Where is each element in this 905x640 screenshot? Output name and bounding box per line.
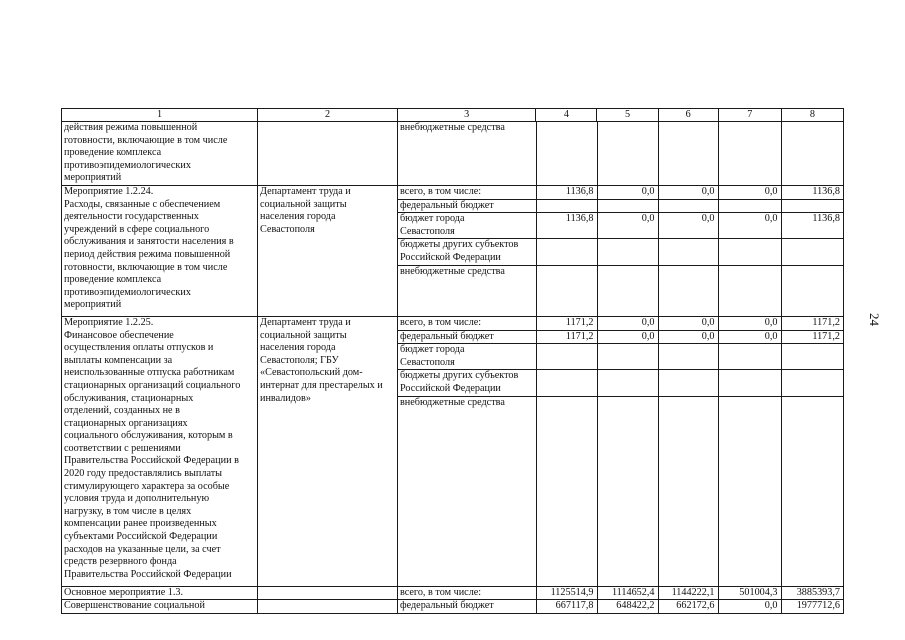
funding-source-text: бюджет города bbox=[400, 344, 465, 356]
amount-cell bbox=[536, 396, 597, 586]
activity-text-line: осуществления оплаты отпусков и bbox=[64, 342, 214, 354]
amount-cell: 0,0 bbox=[718, 317, 781, 330]
budget-table bbox=[61, 108, 844, 614]
amount-cell bbox=[781, 370, 843, 396]
funding-source-cell bbox=[398, 199, 536, 213]
funding-source-text: внебюджетные средства bbox=[400, 396, 505, 408]
amount-cell bbox=[781, 122, 843, 185]
funding-subtable-cell bbox=[398, 586, 844, 600]
amount-cell bbox=[658, 396, 718, 586]
activity-text-line: условия труда и дополнительную bbox=[64, 493, 210, 505]
funding-row bbox=[398, 600, 843, 613]
executor-cell bbox=[258, 600, 398, 614]
funding-source-text: Севастополя bbox=[400, 356, 455, 368]
activity-text-line: выплаты компенсации за bbox=[64, 354, 173, 366]
activity-text-line: отделений, созданных не в bbox=[64, 405, 180, 417]
funding-source-cell bbox=[398, 265, 536, 316]
table-body bbox=[62, 109, 844, 614]
amount-cell bbox=[536, 199, 597, 213]
header-cell: 4 bbox=[536, 109, 597, 122]
header-cell: 5 bbox=[597, 109, 658, 122]
amount-cell bbox=[536, 344, 597, 370]
activity-text-line: стимулирующего характера за особые bbox=[64, 480, 230, 492]
amount-cell: 0,0 bbox=[718, 186, 781, 199]
executor-text-line: населения города bbox=[260, 211, 336, 223]
amount-cell bbox=[658, 122, 718, 185]
funding-subtable bbox=[398, 186, 843, 316]
executor-text-line: «Севастопольский дом- bbox=[260, 367, 363, 379]
amount-cell bbox=[597, 239, 658, 265]
executor-text-line: населения города bbox=[260, 342, 336, 354]
amount-cell bbox=[781, 239, 843, 265]
executor-cell bbox=[258, 122, 398, 186]
amount-cell bbox=[597, 265, 658, 316]
activity-text-line: учреждений в сфере социального bbox=[64, 223, 210, 235]
funding-subtable bbox=[398, 587, 843, 600]
amount-cell: 0,0 bbox=[597, 330, 658, 344]
amount-cell: 1114652,4 bbox=[597, 587, 658, 600]
amount-cell: 1977712,6 bbox=[796, 600, 840, 612]
amount-cell bbox=[658, 199, 718, 213]
activity-text-line: готовности, включающие в том числе bbox=[64, 134, 228, 146]
amount-cell bbox=[597, 344, 658, 370]
amount-cell bbox=[718, 199, 781, 213]
activity-text-line: мероприятий bbox=[64, 172, 122, 184]
amount-cell bbox=[781, 396, 843, 586]
amount-cell bbox=[536, 122, 597, 185]
executor-cell bbox=[258, 316, 398, 586]
amount-cell: 1171,2 bbox=[536, 330, 597, 344]
funding-source-text: внебюджетные средства bbox=[400, 265, 505, 277]
activity-text-line: обслуживания, стационарных bbox=[64, 392, 194, 404]
header-cell: 6 bbox=[658, 109, 718, 122]
funding-source-text: Российской Федерации bbox=[400, 251, 501, 263]
funding-subtable bbox=[398, 600, 843, 613]
funding-source-cell bbox=[398, 587, 536, 600]
activity-text-line: обслуживания и занятости населения в bbox=[64, 236, 234, 248]
activity-text-line: проведение комплекса bbox=[64, 147, 162, 159]
amount-cell: 0,0 bbox=[718, 213, 781, 239]
executor-cell bbox=[258, 586, 398, 600]
executor-text-line: Севастополя bbox=[260, 223, 315, 235]
amount-cell: 0,0 bbox=[597, 186, 658, 199]
activity-text-line: период действия режима повышенной bbox=[64, 248, 231, 260]
activity-text-line: расходов на указанные цели, за счет bbox=[64, 543, 221, 555]
activity-text-line: Мероприятие 1.2.25. bbox=[64, 316, 154, 328]
table-row bbox=[62, 122, 844, 186]
page-number: 24 bbox=[867, 313, 882, 326]
amount-cell: 1171,2 bbox=[536, 317, 597, 330]
amount-cell: 501004,3 bbox=[718, 587, 781, 600]
activity-text-line: Мероприятие 1.2.24. bbox=[64, 186, 154, 197]
funding-source-cell bbox=[398, 370, 536, 396]
table-row bbox=[62, 586, 844, 600]
funding-subtable bbox=[398, 317, 843, 586]
amount-cell bbox=[597, 396, 658, 586]
amount-cell: 662172,6 bbox=[658, 600, 718, 613]
funding-row bbox=[398, 396, 843, 586]
amount-cell: 667117,8 bbox=[536, 600, 597, 613]
header-cell: 8 bbox=[781, 109, 843, 122]
funding-source-cell bbox=[398, 122, 536, 185]
funding-row bbox=[398, 186, 843, 199]
activity-cell bbox=[62, 316, 258, 586]
funding-source-cell bbox=[398, 186, 536, 199]
table-row bbox=[62, 316, 844, 586]
amount-cell bbox=[597, 370, 658, 396]
amount-cell bbox=[597, 199, 658, 213]
activity-cell bbox=[62, 186, 258, 317]
funding-subtable-cell bbox=[398, 186, 844, 317]
amount-cell bbox=[718, 239, 781, 265]
amount-cell: 0,0 bbox=[597, 317, 658, 330]
amount-cell: 0,0 bbox=[658, 330, 718, 344]
activity-text-line: социального обслуживания, которым в bbox=[64, 430, 233, 442]
funding-source-text: федеральный бюджет bbox=[400, 199, 494, 211]
funding-source-text: бюджеты других субъектов bbox=[400, 370, 519, 382]
header-cell: 2 bbox=[258, 109, 398, 122]
amount-cell: 1144222,1 bbox=[658, 587, 718, 600]
activity-text-line: Правительства Российской Федерации в bbox=[64, 455, 239, 467]
table-row bbox=[62, 186, 844, 317]
executor-text-line: Департамент труда и bbox=[260, 186, 351, 197]
activity-text-line: готовности, включающие в том числе bbox=[64, 261, 228, 273]
amount-cell: 0,0 bbox=[718, 600, 781, 613]
amount-cell bbox=[781, 265, 843, 316]
executor-text-line: интернат для престарелых и bbox=[260, 379, 383, 391]
funding-source-text: всего, в том числе: bbox=[400, 316, 482, 328]
amount-cell: 1136,8 bbox=[536, 213, 597, 239]
amount-cell: 1136,8 bbox=[536, 186, 597, 199]
funding-subtable bbox=[398, 122, 843, 185]
amount-cell: 1171,2 bbox=[781, 330, 843, 344]
executor-text-line: социальной защиты bbox=[260, 329, 347, 341]
amount-cell: 0,0 bbox=[718, 330, 781, 344]
activity-text-line: Совершенствование социальной bbox=[64, 600, 205, 612]
funding-subtable-cell bbox=[398, 122, 844, 186]
amount-cell bbox=[718, 122, 781, 185]
funding-row bbox=[398, 239, 843, 265]
funding-row bbox=[398, 199, 843, 213]
amount-cell bbox=[718, 396, 781, 586]
funding-source-cell bbox=[398, 239, 536, 265]
header-cell: 1 bbox=[62, 109, 258, 122]
funding-source-text: бюджет города bbox=[400, 213, 465, 225]
executor-text-line: социальной защиты bbox=[260, 198, 347, 210]
funding-source-cell bbox=[398, 330, 536, 344]
funding-row bbox=[398, 265, 843, 316]
amount-cell bbox=[718, 370, 781, 396]
funding-source-text: федеральный бюджет bbox=[400, 330, 494, 342]
amount-cell: 648422,2 bbox=[597, 600, 658, 613]
funding-source-cell bbox=[398, 213, 536, 239]
funding-source-text: федеральный бюджет bbox=[400, 600, 494, 612]
amount-cell bbox=[536, 239, 597, 265]
amount-cell bbox=[718, 344, 781, 370]
funding-source-cell bbox=[398, 396, 536, 586]
amount-cell: 0,0 bbox=[658, 213, 718, 239]
funding-row bbox=[398, 317, 843, 330]
funding-source-text: всего, в том числе: bbox=[400, 586, 482, 598]
amount-cell: 1136,8 bbox=[781, 186, 843, 199]
activity-text-line: стационарных организациях bbox=[64, 417, 188, 429]
funding-row bbox=[398, 213, 843, 239]
activity-text-line: Финансовое обеспечение bbox=[64, 329, 174, 341]
amount-cell: 0,0 bbox=[658, 317, 718, 330]
activity-cell bbox=[62, 586, 258, 600]
amount-cell bbox=[658, 265, 718, 316]
activity-text-line: мероприятий bbox=[64, 299, 122, 311]
amount-cell: 0,0 bbox=[658, 186, 718, 199]
activity-text-line: деятельности государственных bbox=[64, 211, 199, 223]
amount-cell bbox=[718, 265, 781, 316]
funding-row bbox=[398, 370, 843, 396]
activity-text-line: неиспользованные отпуска работникам bbox=[64, 367, 235, 379]
activity-text-line: Основное мероприятие 1.3. bbox=[64, 586, 184, 598]
funding-source-cell bbox=[398, 317, 536, 330]
funding-source-text: Севастополя bbox=[400, 225, 455, 237]
activity-cell bbox=[62, 122, 258, 186]
funding-subtable-cell bbox=[398, 316, 844, 586]
amount-cell bbox=[536, 370, 597, 396]
funding-row bbox=[398, 122, 843, 185]
funding-source-text: Российской Федерации bbox=[400, 382, 501, 394]
activity-text-line: действия режима повышенной bbox=[64, 122, 198, 133]
funding-subtable-cell bbox=[398, 600, 844, 614]
activity-text-line: Расходы, связанные с обеспечением bbox=[64, 198, 221, 210]
funding-row bbox=[398, 587, 843, 600]
executor-text-line: Департамент труда и bbox=[260, 316, 351, 328]
header-row bbox=[62, 109, 844, 122]
activity-text-line: стационарных организаций социального bbox=[64, 379, 241, 391]
activity-text-line: нагрузку, в том числе в целях bbox=[64, 505, 192, 517]
activity-text-line: компенсации ранее произведенных bbox=[64, 518, 217, 530]
activity-text-line: 2020 году предоставлялись выплаты bbox=[64, 468, 222, 480]
amount-cell: 1125514,9 bbox=[536, 587, 597, 600]
funding-row bbox=[398, 344, 843, 370]
funding-source-text: внебюджетные средства bbox=[400, 122, 505, 133]
amount-cell bbox=[597, 122, 658, 185]
funding-source-cell bbox=[398, 344, 536, 370]
amount-cell bbox=[536, 265, 597, 316]
executor-text-line: Севастополя; ГБУ bbox=[260, 354, 339, 366]
activity-text-line: субъектами Российской Федерации bbox=[64, 531, 218, 543]
activity-text-line: Правительства Российской Федерации bbox=[64, 568, 232, 580]
activity-text-line: противоэпидемиологических bbox=[64, 286, 191, 298]
activity-text-line: средств резервного фонда bbox=[64, 556, 177, 568]
funding-source-text: всего, в том числе: bbox=[400, 186, 482, 197]
amount-cell bbox=[658, 370, 718, 396]
executor-cell bbox=[258, 186, 398, 317]
funding-source-text: бюджеты других субъектов bbox=[400, 239, 519, 251]
header-cell: 3 bbox=[398, 109, 536, 122]
activity-cell bbox=[62, 600, 258, 614]
activity-text-line: проведение комплекса bbox=[64, 274, 162, 286]
funding-source-cell bbox=[398, 600, 536, 613]
activity-text-line: соответствии с решениями bbox=[64, 442, 181, 454]
funding-row bbox=[398, 330, 843, 344]
table-row bbox=[62, 600, 844, 614]
amount-cell bbox=[781, 344, 843, 370]
amount-cell: 1171,2 bbox=[781, 317, 843, 330]
executor-text-line: инвалидов» bbox=[260, 392, 311, 404]
amount-cell: 1136,8 bbox=[781, 213, 843, 239]
amount-cell: 3885393,7 bbox=[796, 586, 840, 598]
amount-cell: 0,0 bbox=[597, 213, 658, 239]
header-cell: 7 bbox=[718, 109, 781, 122]
activity-text-line: противоэпидемиологических bbox=[64, 159, 191, 171]
amount-cell bbox=[658, 239, 718, 265]
amount-cell bbox=[658, 344, 718, 370]
amount-cell bbox=[781, 199, 843, 213]
